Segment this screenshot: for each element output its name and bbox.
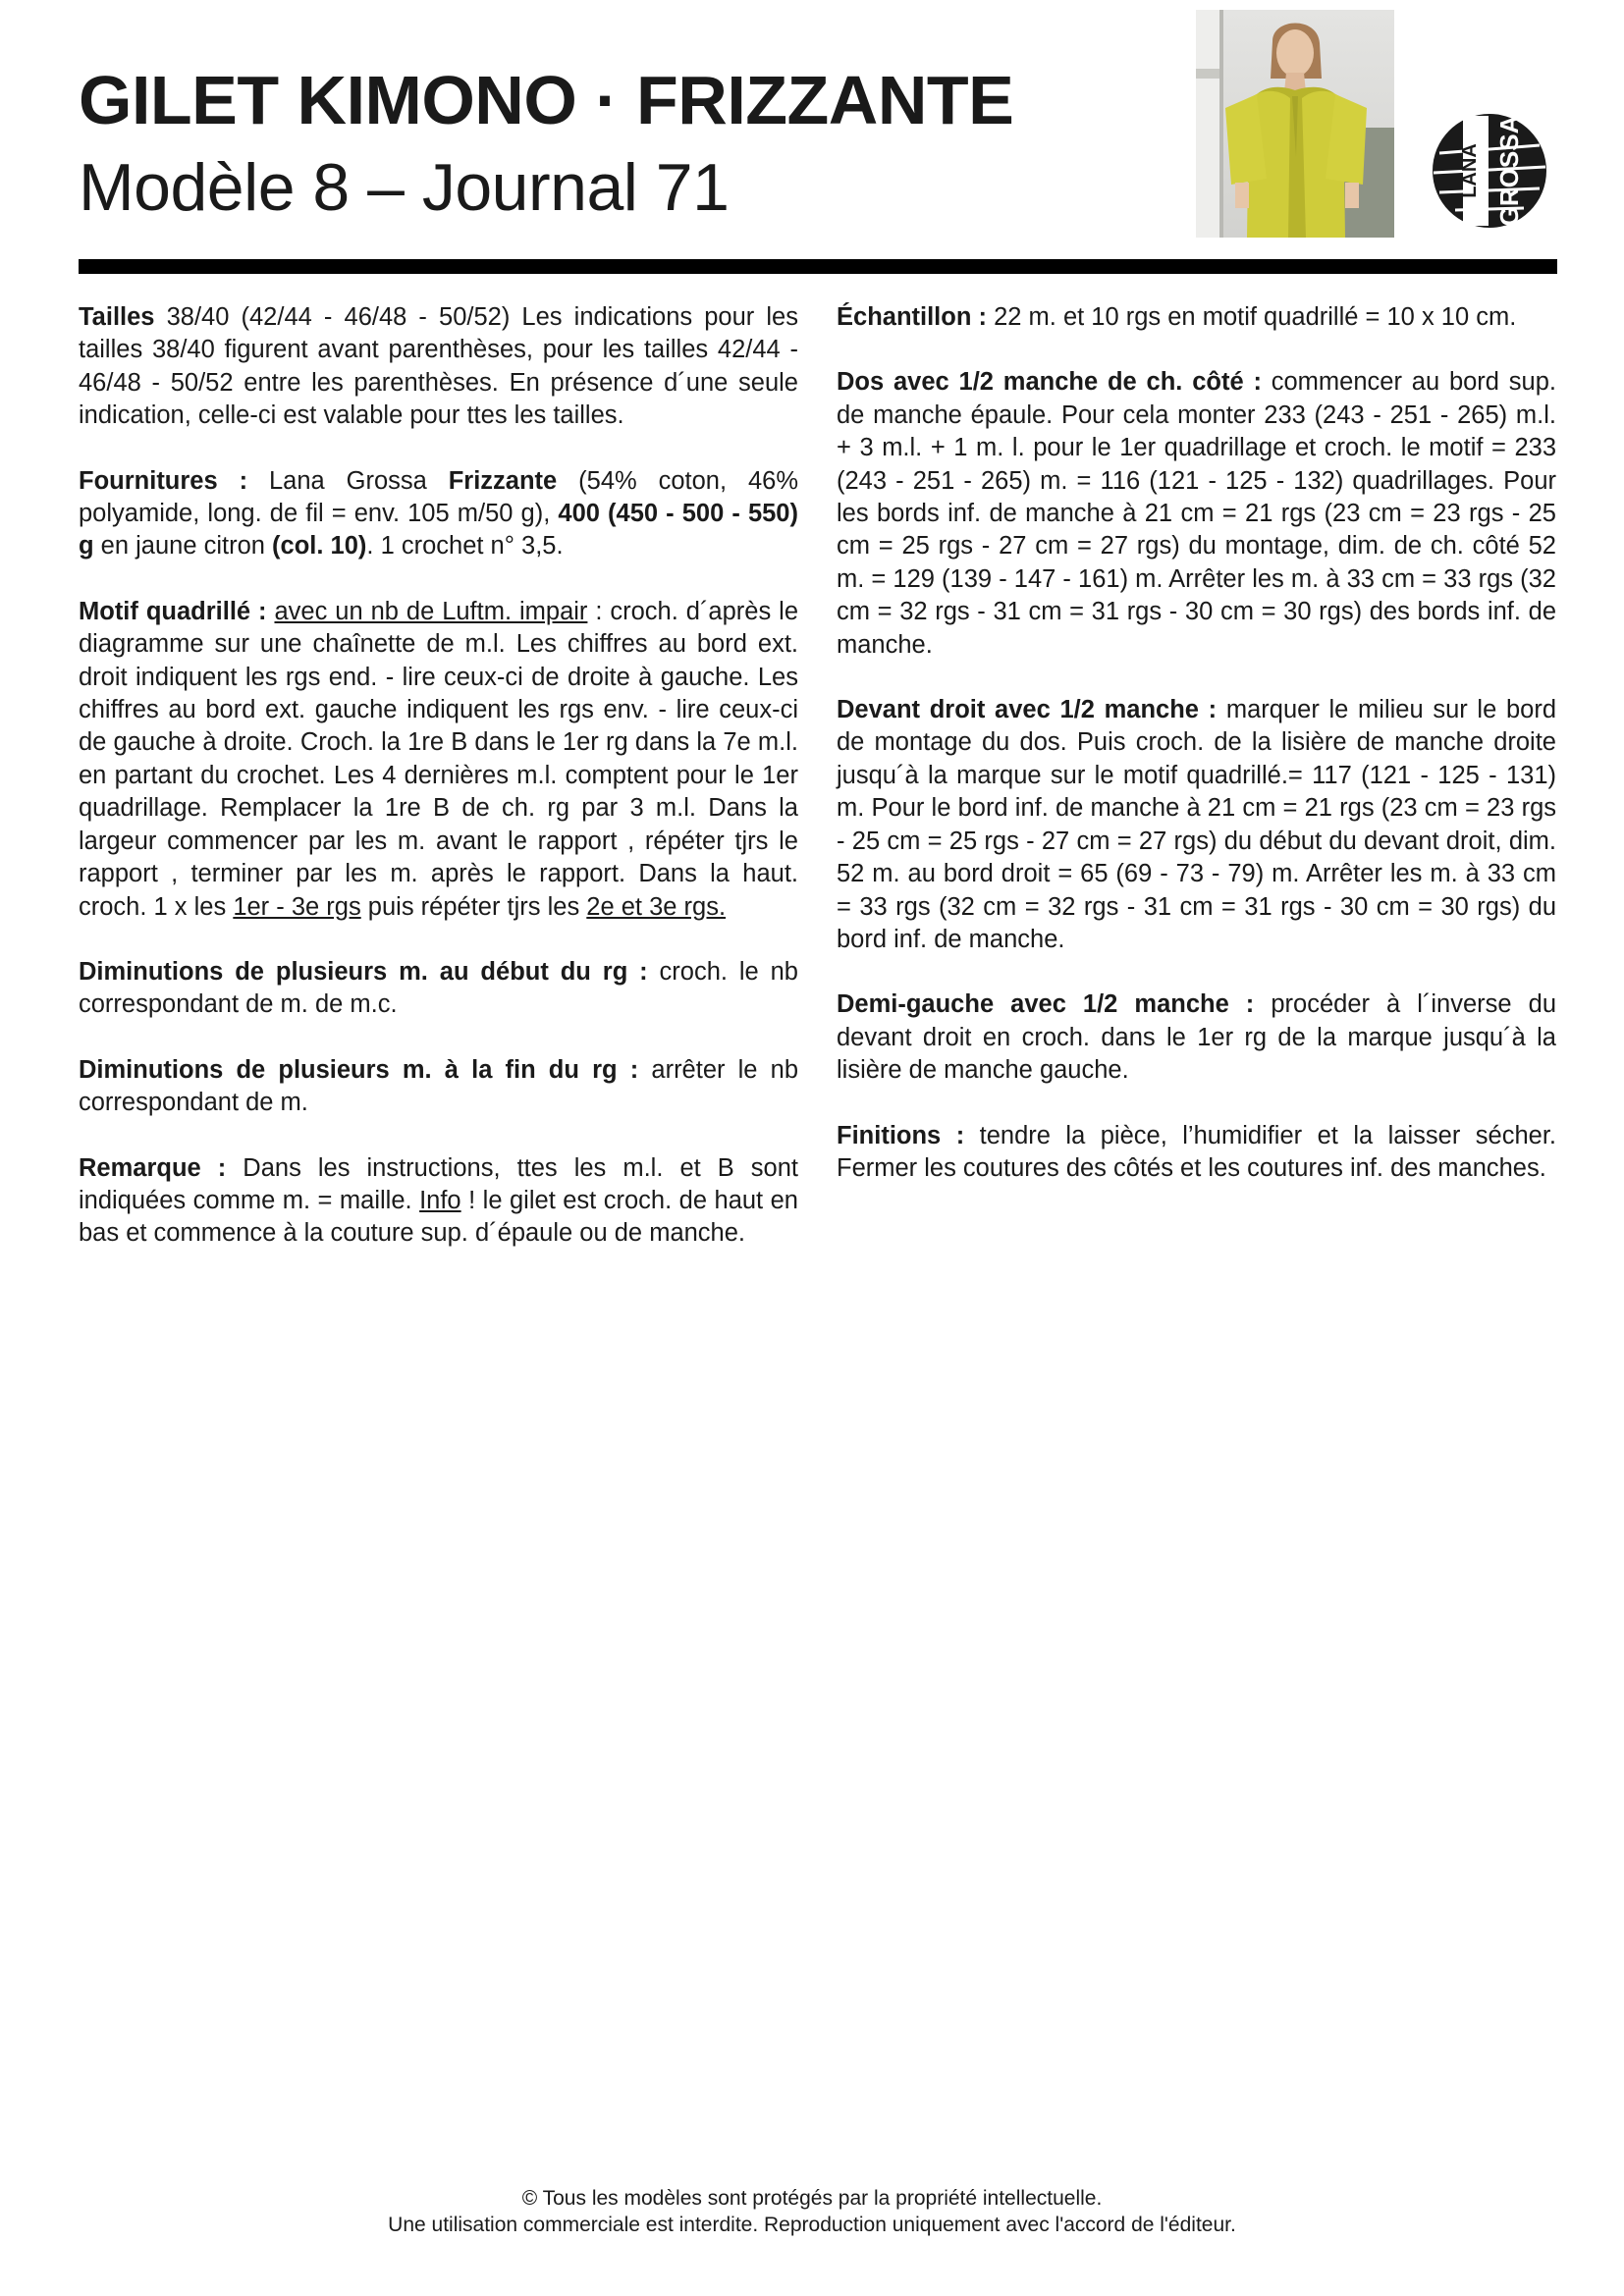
fournitures-text-3: en jaune citron	[93, 532, 273, 561]
demi-gauche-text: procéder à l´inverse du devant droit en croch. dans le 1er rg de la marque jusqu´à la lisière de manche gauche.	[837, 990, 1556, 1085]
section-dim-debut	[79, 956, 798, 1022]
left-column	[79, 301, 798, 1283]
remarque-label: Remarque :	[79, 1153, 227, 1182]
copyright-footer	[0, 2185, 1624, 2238]
motif-label: Motif quadrillé :	[79, 597, 267, 625]
dos-text: commencer au bord sup. de manche épaule. Pour cela monter 233 (243 - 251 - 265) m.l. + 3 m.l. + 1 m. l. pour le 1er quadrillage et croch. le motif = 233 (243 - 251 - 265) m. = 116 (121 - 125 - 132) quadrillages. Pour les bords inf. de manche à 21 cm = 21 rgs (23 cm = 23 rgs - 25 cm = 25 rgs - 27 cm = 27 rgs) du montage, dim. de ch. côté 52 m. = 129 (139 - 147 - 161) m. Arrêter les m. à 33 cm = 33 rgs (32 cm = 32 rgs - 31 cm = 31 rgs - 30 cm = 30 rgs) des bords inf. de manche.	[837, 368, 1556, 659]
page-title: GILET KIMONO · FRIZZANTE	[79, 62, 1014, 138]
remarque-info: Info	[419, 1186, 461, 1214]
header-rule	[79, 259, 1557, 274]
fournitures-colour: (col. 10)	[272, 532, 367, 561]
section-fournitures	[79, 465, 798, 563]
finitions-text: tendre la pièce, l’humidifier et la laisser sécher. Fermer les coutures des côtés et les coutures inf. des manches.	[837, 1121, 1557, 1182]
model-photo-illustration	[1196, 10, 1394, 238]
tailles-text: 38/40 (42/44 - 46/48 - 50/52) Les indications pour les tailles 38/40 figurent avant parenthèses, pour les tailles 42/44 - 46/48 - 50/52 entre les parenthèses. En présence d´une seule indication, celle-ci est valable pour ttes les tailles.	[79, 303, 798, 430]
remarque-text-1: Dans les instructions, ttes les m.l. et B sont indiquées comme m. = maille.	[79, 1153, 798, 1214]
fournitures-text-4: . 1 crochet n° 3,5.	[366, 532, 564, 561]
tailles-label: Tailles	[79, 303, 155, 331]
echantillon-text: 22 m. et 10 rgs en motif quadrillé = 10 x 10 cm.	[987, 303, 1517, 331]
section-finitions	[837, 1120, 1556, 1186]
echantillon-label: Échantillon :	[837, 303, 987, 331]
remarque-text-2: ! le gilet est croch. de haut en bas et commence à la couture sup. d´épaule ou de manche.	[79, 1186, 798, 1248]
dim-debut-text: croch. le nb correspondant de m. de m.c.	[79, 957, 798, 1019]
fournitures-quantity: 400 (450 - 500 - 550) g	[79, 500, 798, 561]
fournitures-yarn: Frizzante	[448, 466, 558, 495]
demi-gauche-label: Demi-gauche avec 1/2 manche :	[837, 990, 1255, 1019]
section-devant-droit	[837, 694, 1556, 956]
model-photo	[1196, 10, 1394, 238]
dim-fin-text: arrêter le nb correspondant de m.	[79, 1055, 798, 1117]
lana-grossa-logo-mark	[1416, 110, 1563, 232]
copyright-line-2: Une utilisation commerciale est interdite. Reproduction uniquement avec l'accord de l'éditeur.	[388, 2214, 1236, 2236]
section-demi-gauche	[837, 988, 1556, 1087]
logo-text-grossa: GROSSA	[1494, 115, 1524, 227]
motif-text-2: puis répéter tjrs les	[360, 892, 587, 921]
motif-underline-2: 1er - 3e rgs	[233, 892, 361, 921]
fournitures-text-2: (54% coton, 46% polyamide, long. de fil = env. 105 m/50 g),	[79, 466, 798, 528]
section-dim-fin	[79, 1054, 798, 1120]
section-dos	[837, 366, 1556, 662]
right-column	[837, 301, 1556, 1217]
section-tailles	[79, 301, 798, 433]
section-motif	[79, 596, 798, 924]
fournitures-text-1: Lana Grossa	[247, 466, 449, 495]
fournitures-label: Fournitures :	[79, 466, 248, 495]
devant-label: Devant droit avec 1/2 manche :	[837, 696, 1218, 724]
motif-text-1: : croch. d´après le diagramme sur une chaînette de m.l. Les chiffres au bord ext. droit indiquent les rgs end. - lire ceux-ci de droite à gauche. Les chiffres au bord ext. gauche indiquent les rgs env. - lire ceux-ci de gauche à droite. Croch. la 1re B dans le 1er rg dans la 7e m.l. en partant du crochet. Les 4 dernières m.l. comptent pour le 1er quadrillage. Remplacer la 1re B de ch. rg par 3 m.l. Dans la largeur commencer par les m. avant le rapport , répéter tjrs le rapport , terminer par les m. après le rapport. Dans la haut. croch. 1 x les	[79, 597, 799, 921]
section-echantillon	[837, 301, 1556, 334]
logo-text-lana: LANA	[1459, 143, 1481, 198]
devant-text: marquer le milieu sur le bord de montage du dos. Puis croch. de la lisière de manche droite jusqu´à la marque sur le motif quadrillé.= 117 (121 - 125 - 131) m. Pour le bord inf. de manche à 21 cm = 21 rgs (23 cm = 23 rgs - 25 cm = 25 rgs - 27 cm = 27 rgs) du début du devant droit, dim. 52 m. au bord droit = 65 (69 - 73 - 79) m. Arrêter les m. à 33 cm = 33 rgs (32 cm = 32 rgs - 31 cm = 31 rgs - 30 cm = 30 rgs) du bord inf. de manche.	[837, 696, 1557, 953]
motif-underline-3: 2e et 3e rgs.	[586, 892, 727, 921]
dim-debut-label: Diminutions de plusieurs m. au début du rg :	[79, 957, 648, 986]
dim-fin-label: Diminutions de plusieurs m. à la fin du rg :	[79, 1055, 639, 1084]
lana-grossa-logo	[1416, 110, 1563, 232]
finitions-label: Finitions :	[837, 1121, 965, 1149]
copyright-line-1: © Tous les modèles sont protégés par la propriété intellectuelle.	[521, 2187, 1103, 2210]
dos-label: Dos avec 1/2 manche de ch. côté :	[837, 368, 1262, 397]
motif-underline-1: avec un nb de Luftm. impair	[274, 597, 588, 625]
section-remarque	[79, 1152, 798, 1251]
page-subtitle: Modèle 8 – Journal 71	[79, 150, 730, 225]
